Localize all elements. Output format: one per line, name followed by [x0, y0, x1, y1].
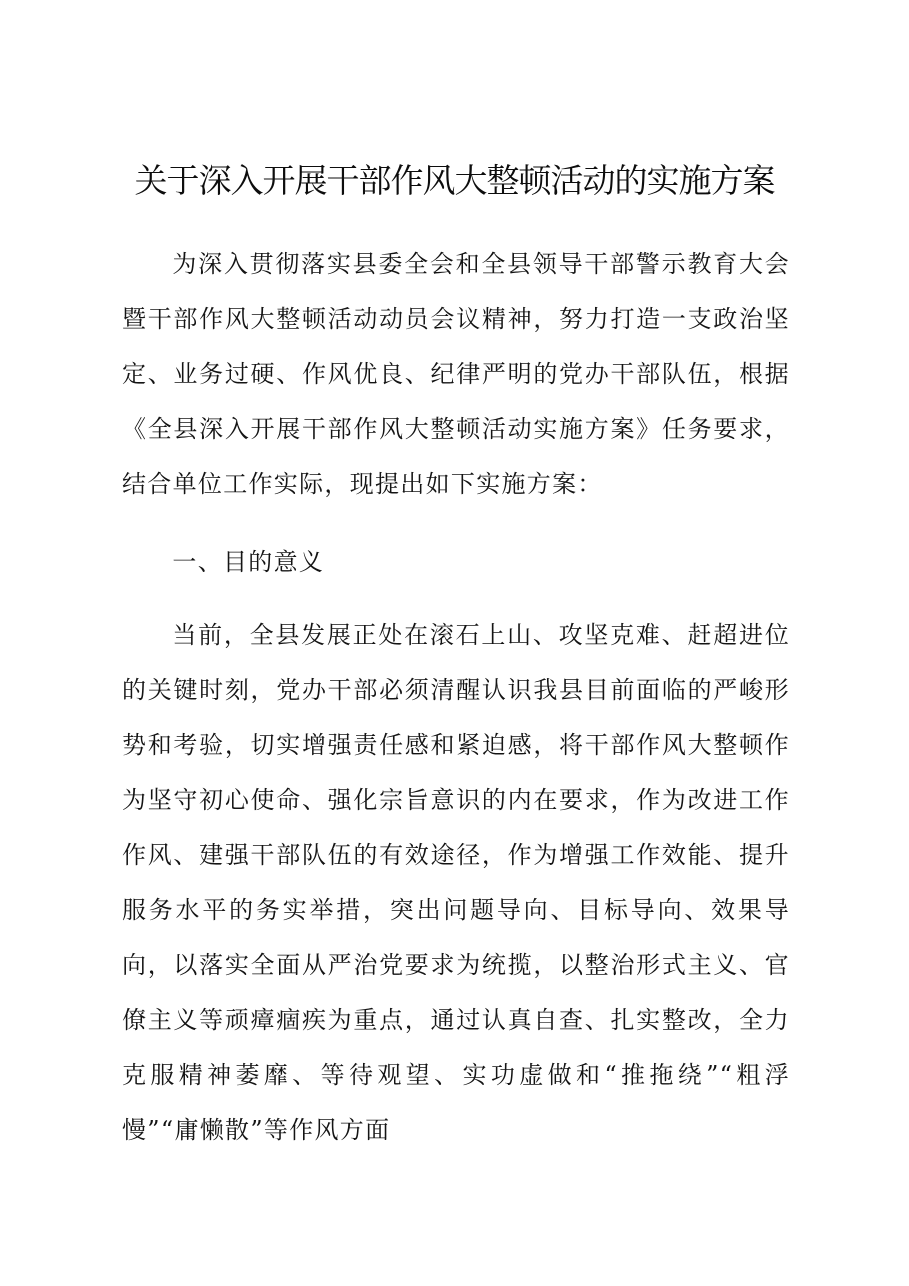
intro-paragraph: 为深入贯彻落实县委全会和全县领导干部警示教育大会暨干部作风大整顿活动动员会议精神，努力打造一支政治坚定、业务过硬、作风优良、纪律严明的党办干部队伍，根据《全县深入开展干部作风大整顿活动实施方案》任务要求，结合单位工作实际，现提出如下实施方案： — [122, 250, 790, 498]
section-heading: 一、目的意义 — [172, 548, 325, 576]
section-body-paragraph: 当前，全县发展正处在滚石上山、攻坚克难、赶超进位的关键时刻，党办干部必须清醒认识我县目前面临的严峻形势和考验，切实增强责任感和紧迫感，将干部作风大整顿作为坚守初心使命、强化宗旨意识的内在要求，作为改进工作作风、建强干部队伍的有效途径，作为增强工作效能、提升服务水平的务实举措，突出问题导向、目标导向、效果导向，以落实全面从严治党要求为统揽，以整治形式主义、官僚主义等顽瘴痼疾为重点，通过认真自查、扎实整改，全力克服精神萎靡、等待观望、实功虚做和“推拖绕”“粗浮慢”“庸懒散”等作风方面 — [122, 621, 790, 1144]
document-title: 关于深入开展干部作风大整顿活动的实施方案 — [134, 161, 775, 200]
